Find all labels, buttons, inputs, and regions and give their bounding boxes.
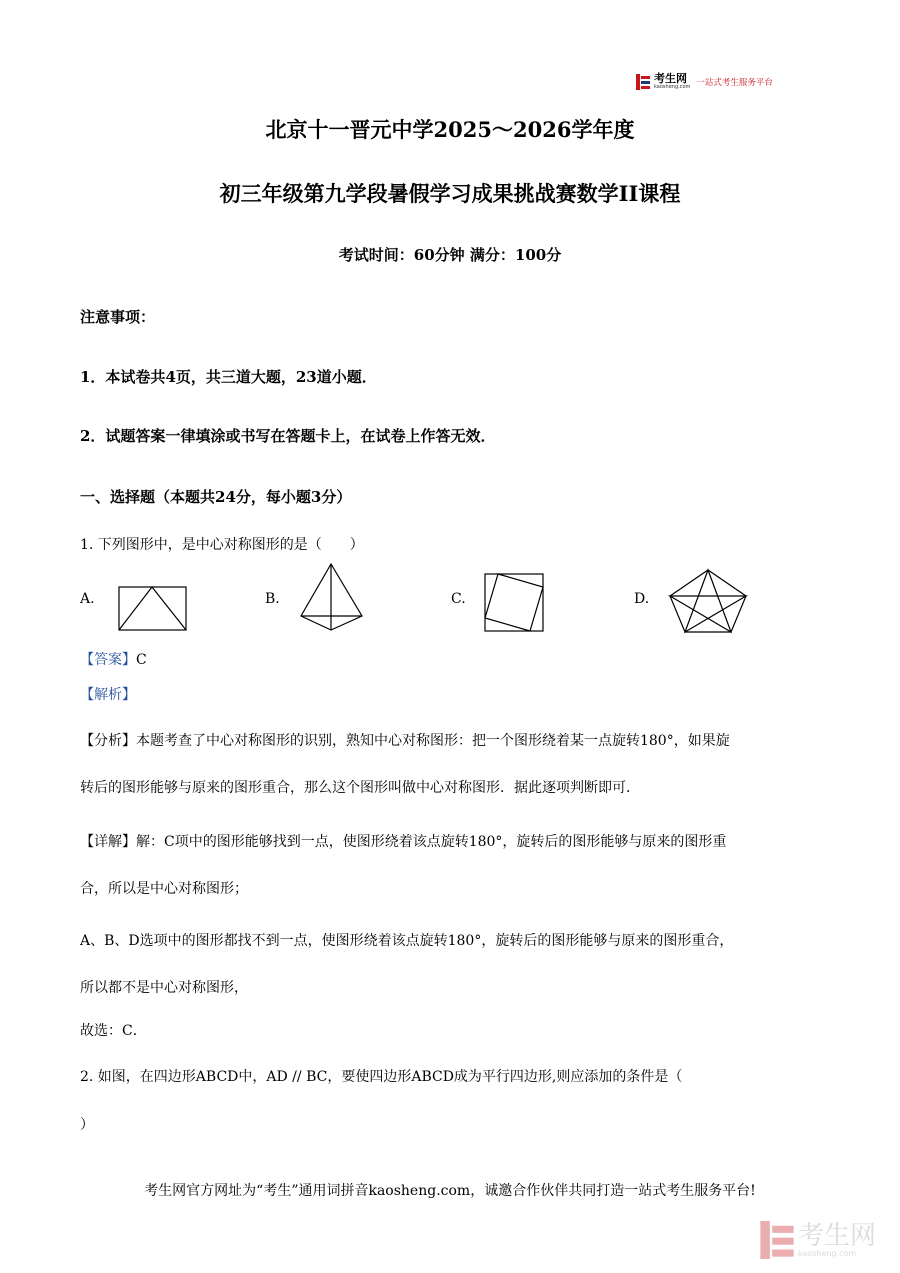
logo-domain: kaosheng.com (654, 84, 691, 90)
detail-line-2: 合，所以是中心对称图形； (80, 881, 248, 897)
logo-mark-icon (636, 74, 650, 90)
option-a-figure (118, 586, 188, 632)
option-b-figure (298, 562, 366, 632)
question-2-stem-line-2: ） (80, 1117, 94, 1133)
page-subtitle: 初三年级第九学段暑假学习成果挑战赛数学II课程 (219, 181, 681, 206)
option-c-label: C. (451, 591, 466, 607)
logo-name: 考生网 (654, 72, 687, 85)
option-b-label: B. (265, 591, 280, 607)
option-d-label: D. (634, 591, 650, 607)
note-2: 2．试题答案一律填涂或书写在答题卡上，在试卷上作答无效． (80, 427, 496, 445)
watermark-name: 考生网 (797, 1220, 876, 1251)
question-1-stem: 1. 下列图形中，是中心对称图形的是（ ） (80, 537, 364, 553)
analysis-tag: 【解析】 (80, 687, 136, 703)
option-d-figure (668, 568, 748, 634)
answer-line (80, 649, 147, 669)
section-heading: 一、选择题（本题共24分，每小题3分） (80, 488, 352, 506)
logo-slogan: 一站式考生服务平台 (696, 77, 773, 88)
detail-line-5: 故选：C． (80, 1023, 147, 1039)
watermark-domain: kaosheng.com (797, 1248, 857, 1258)
watermark-mark-icon (760, 1221, 794, 1259)
brand-logo (636, 73, 773, 90)
page-title: 北京十一晋元中学2025～2026学年度 (265, 117, 635, 142)
watermark-logo (760, 1221, 876, 1259)
note-1: 1．本试卷共4页，共三道大题，23道小题． (80, 368, 377, 386)
detail-line-4: 所以都不是中心对称图形， (80, 980, 248, 996)
analysis-line-2: 转后的图形能够与原来的图形重合，那么这个图形叫做中心对称图形．据此逐项判断即可． (80, 780, 640, 796)
answer-tag: 【答案】 (80, 652, 136, 668)
question-2-stem-line-1: 2. 如图，在四边形ABCD中，AD // BC，要使四边形ABCD成为平行四边形,则应添加的条件是（ (80, 1069, 683, 1085)
analysis-line-1: 【分析】本题考查了中心对称图形的识别，熟知中心对称图形：把一个图形绕着某一点旋转180°，如果旋 (80, 733, 730, 749)
answer-value: C (136, 652, 147, 668)
option-c-figure (484, 573, 546, 633)
detail-line-1: 【详解】解：C项中的图形能够找到一点，使图形绕着该点旋转180°，旋转后的图形能够与原来的图形重 (80, 834, 727, 850)
footer-text: 考生网官方网址为“考生”通用词拼音kaosheng.com，诚邀合作伙伴共同打造一站式考生服务平台! (144, 1183, 756, 1199)
detail-line-3: A、B、D选项中的图形都找不到一点，使图形绕着该点旋转180°，旋转后的图形能够与原来的图形重合， (80, 933, 734, 949)
notes-heading: 注意事项： (80, 308, 156, 326)
exam-info: 考试时间：60分钟 满分：100分 (338, 246, 562, 264)
option-a-label: A. (80, 591, 95, 607)
